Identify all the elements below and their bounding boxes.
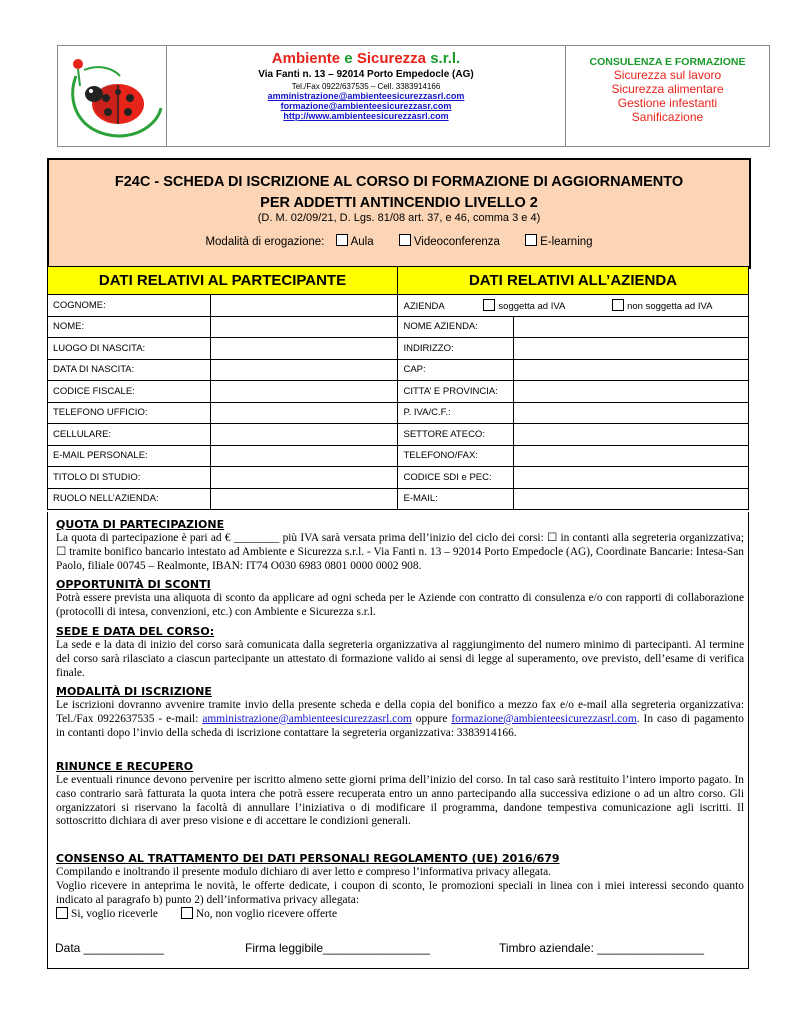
sconti-section (56, 578, 744, 620)
codice-sdi-pec-input[interactable] (514, 467, 749, 489)
field-label: CAP: (398, 359, 514, 381)
form-title-box (47, 158, 751, 269)
email-personale-input[interactable] (210, 445, 398, 467)
section-text: Voglio ricevere in anteprima le novità, le offerte dedicate, i coupon di sconto, le promozioni speciali in linea con i miei interessi secondo quanto indicato al paragrafo b) punto 2) dell’informativa privacy allegata: (56, 879, 744, 906)
form-row (48, 381, 749, 403)
field-label: CELLULARE: (48, 424, 211, 446)
field-label: SETTORE ATECO: (398, 424, 514, 446)
form-row (48, 488, 749, 510)
field-label: AZIENDA (403, 300, 445, 312)
delivery-mode-label: Modalità di erogazione: (205, 236, 325, 248)
form-row (48, 359, 749, 381)
company-info (167, 46, 566, 146)
services-box (566, 46, 769, 146)
service-item: Sicurezza sul lavoro (613, 68, 722, 82)
email-link-formazione[interactable]: formazione@ambienteesicurezzasrl.com (451, 712, 637, 725)
consent-yes-label: Si, voglio riceverle (71, 908, 158, 921)
indirizzo-input[interactable] (514, 338, 749, 360)
section-text: Le iscrizioni dovranno avvenire tramite invio della presente scheda e della copia del bonifico a mezzo fax e/o e-mail alla segreteria organizzativa: Tel./Fax 0922637535 - e-mail: amministrazione@ambienteesicurezzasrl.com oppure formazione@ambienteesicurezzasrl.com. In caso di pagamento in contanti dopo l’invio della scheda di iscrizione contattare la segreteria organizzativa: 3383914166. (56, 699, 744, 739)
field-label: LUOGO DI NASCITA: (48, 338, 211, 360)
videoconferenza-checkbox[interactable] (399, 234, 411, 246)
aula-label: Aula (350, 236, 374, 248)
form-row (48, 316, 749, 338)
section-heading: OPPORTUNITÀ DI SCONTI (56, 578, 211, 591)
section-text: Compilando e inoltrando il presente modulo dichiaro di aver letto e compreso l’informativa privacy allegata. (56, 866, 552, 878)
videoconferenza-label: Videoconferenza (413, 236, 500, 248)
email-link-formazione[interactable]: formazione@ambienteesicurezzasr.com (280, 101, 452, 111)
luogo-nascita-input[interactable] (210, 338, 398, 360)
ruolo-azienda-input[interactable] (210, 488, 398, 510)
nome-azienda-input[interactable] (514, 316, 749, 338)
section-heading: RINUNCE E RECUPERO (56, 760, 194, 773)
website-link[interactable]: http://www.ambienteesicurezzasrl.com (283, 111, 449, 121)
consent-no-label: No, non voglio ricevere offerte (195, 908, 338, 921)
form-subtitle: PER ADDETTI ANTINCENDIO LIVELLO 2 (260, 195, 538, 211)
delivery-mode-row (49, 234, 749, 248)
email-link-amministrazione[interactable]: amministrazione@ambienteesicurezzasrl.com (267, 91, 465, 101)
field-label: DATA DI NASCITA: (48, 359, 211, 381)
settore-ateco-input[interactable] (514, 424, 749, 446)
section-heading: MODALITÀ DI ISCRIZIONE (56, 685, 212, 698)
consent-options (56, 907, 744, 922)
form-row (48, 338, 749, 360)
date-field[interactable]: Data ____________ (55, 941, 164, 955)
ladybug-logo (58, 46, 167, 146)
form-row (48, 402, 749, 424)
field-label: CODICE FISCALE: (48, 381, 211, 403)
field-label: P. IVA/C.F.: (398, 402, 514, 424)
services-title: CONSULENZA E FORMAZIONE (589, 56, 746, 68)
azienda-vat-cell (398, 295, 749, 317)
citta-provincia-input[interactable] (514, 381, 749, 403)
vat-no-label: non soggetta ad IVA (627, 300, 713, 312)
field-label: E-MAIL PERSONALE: (48, 445, 211, 467)
service-item: Sanificazione (631, 110, 704, 124)
form-row (48, 295, 749, 317)
form-row (48, 424, 749, 446)
data-nascita-input[interactable] (210, 359, 398, 381)
consent-yes-checkbox[interactable] (56, 907, 68, 919)
telefono-ufficio-input[interactable] (210, 402, 398, 424)
section-heading: QUOTA DI PARTECIPAZIONE (56, 518, 225, 531)
section-text: Potrà essere prevista una aliquota di sconto da applicare ad ogni scheda per le Aziende con contratto di consulenza e/o con rapporti di collaborazione (protocolli di intesa, convenzioni, etc.) con Ambiente e Sicurezza s.r.l. (56, 592, 744, 618)
company-address: Via Fanti n. 13 – 92014 Porto Empedocle (AG) (258, 69, 474, 80)
field-label: TELEFONO UFFICIO: (48, 402, 211, 424)
nome-input[interactable] (210, 316, 398, 338)
piva-cf-input[interactable] (514, 402, 749, 424)
modalita-section (56, 685, 744, 740)
field-label: RUOLO NELL’AZIENDA: (48, 488, 211, 510)
vat-no-checkbox[interactable] (612, 299, 624, 311)
field-label: TELEFONO/FAX: (398, 445, 514, 467)
elearning-checkbox[interactable] (525, 234, 537, 246)
titolo-studio-input[interactable] (210, 467, 398, 489)
cognome-input[interactable] (210, 295, 398, 317)
field-label: NOME AZIENDA: (398, 316, 514, 338)
section-text: Le eventuali rinunce devono pervenire per iscritto almeno sette giorni prima dell’inizio del corso. In tal caso sarà restituito l’intero importo pagato. In caso contrario sarà fatturata la quota intera che potrà essere recuperata entro un anno partecipando alla successiva edizione o ad un altro corso. Gli organizzatori si riservano la facoltà di annullare l’iniziativa o di modificare il programma, dandone tempestiva comunicazione agli iscritti. Il sottoscritto dichiara di aver preso visione e di accettare le condizioni generali. (56, 774, 744, 828)
field-label: NOME: (48, 316, 211, 338)
form-row (48, 467, 749, 489)
field-label: COGNOME: (48, 295, 211, 317)
email-link-amministrazione[interactable]: amministrazione@ambienteesicurezzasrl.com (202, 712, 412, 725)
field-label: INDIRIZZO: (398, 338, 514, 360)
participant-section-header: DATI RELATIVI AL PARTECIPANTE (47, 266, 398, 295)
section-heading: CONSENSO AL TRATTAMENTO DEI DATI PERSONALI REGOLAMENTO (UE) 2016/679 (56, 852, 560, 865)
section-text: La quota di partecipazione è pari ad € ________ più IVA sarà versata prima dell’inizio del ciclo dei corsi: ☐ in contanti alla segreteria organizzativa; ☐ tramite bonifico bancario intestato ad Ambiente e Sicurezza s.r.l. - Via Fanti n. 13 – 92014 Porto Empedocle (AG), Coordinate Bancarie: Intesa-San Paolo, filiale 00745 – Realmonte, IBAN: IT74 O030 6983 0801 0000 0002 908. (56, 532, 744, 572)
service-item: Sicurezza alimentare (611, 82, 724, 96)
consent-no-checkbox[interactable] (181, 907, 193, 919)
form-title: F24C - SCHEDA DI ISCRIZIONE AL CORSO DI FORMAZIONE DI AGGIORNAMENTO (114, 174, 684, 190)
consenso-section (56, 852, 744, 922)
aula-checkbox[interactable] (336, 234, 348, 246)
cap-input[interactable] (514, 359, 749, 381)
cellulare-input[interactable] (210, 424, 398, 446)
vat-yes-label: soggetta ad IVA (498, 300, 565, 312)
codice-fiscale-input[interactable] (210, 381, 398, 403)
service-item: Gestione infestanti (617, 96, 718, 110)
telefono-fax-input[interactable] (514, 445, 749, 467)
rinunce-section (56, 760, 744, 829)
company-stamp-field[interactable]: Timbro aziendale: ________________ (499, 941, 705, 955)
field-label: E-MAIL: (398, 488, 514, 510)
sede-section (56, 625, 744, 680)
company-name: Ambiente e Sicurezza s.r.l. (271, 50, 461, 67)
letterhead (57, 45, 770, 147)
registration-form-table (47, 294, 749, 510)
signature-field[interactable]: Firma leggibile________________ (245, 941, 430, 955)
form-row (48, 445, 749, 467)
company-phone: Tel./Fax 0922/637535 – Cell. 3383914166 (291, 82, 441, 91)
field-label: CODICE SDI e PEC: (398, 467, 514, 489)
section-text: La sede e la data di inizio del corso sarà comunicata dalla segreteria organizzativa al raggiungimento del numero minimo di partecipanti. Al termine del corso sarà rilasciato a ciascun partecipante un attestato di formazione valido ai sensi di legge al superamento, ove previsto, dell’esame di verifica finale. (56, 639, 744, 679)
email-azienda-input[interactable] (514, 488, 749, 510)
field-label: CITTA’ E PROVINCIA: (398, 381, 514, 403)
vat-yes-checkbox[interactable] (483, 299, 495, 311)
elearning-label: E-learning (540, 236, 593, 248)
legal-reference: (D. M. 02/09/21, D. Lgs. 81/08 art. 37, e 46, comma 3 e 4) (257, 212, 541, 224)
quota-section (56, 518, 744, 573)
field-label: TITOLO DI STUDIO: (48, 467, 211, 489)
terms-box (47, 512, 749, 969)
company-section-header: DATI RELATIVI ALL’AZIENDA (397, 266, 749, 295)
section-heading: SEDE E DATA DEL CORSO: (56, 625, 215, 638)
